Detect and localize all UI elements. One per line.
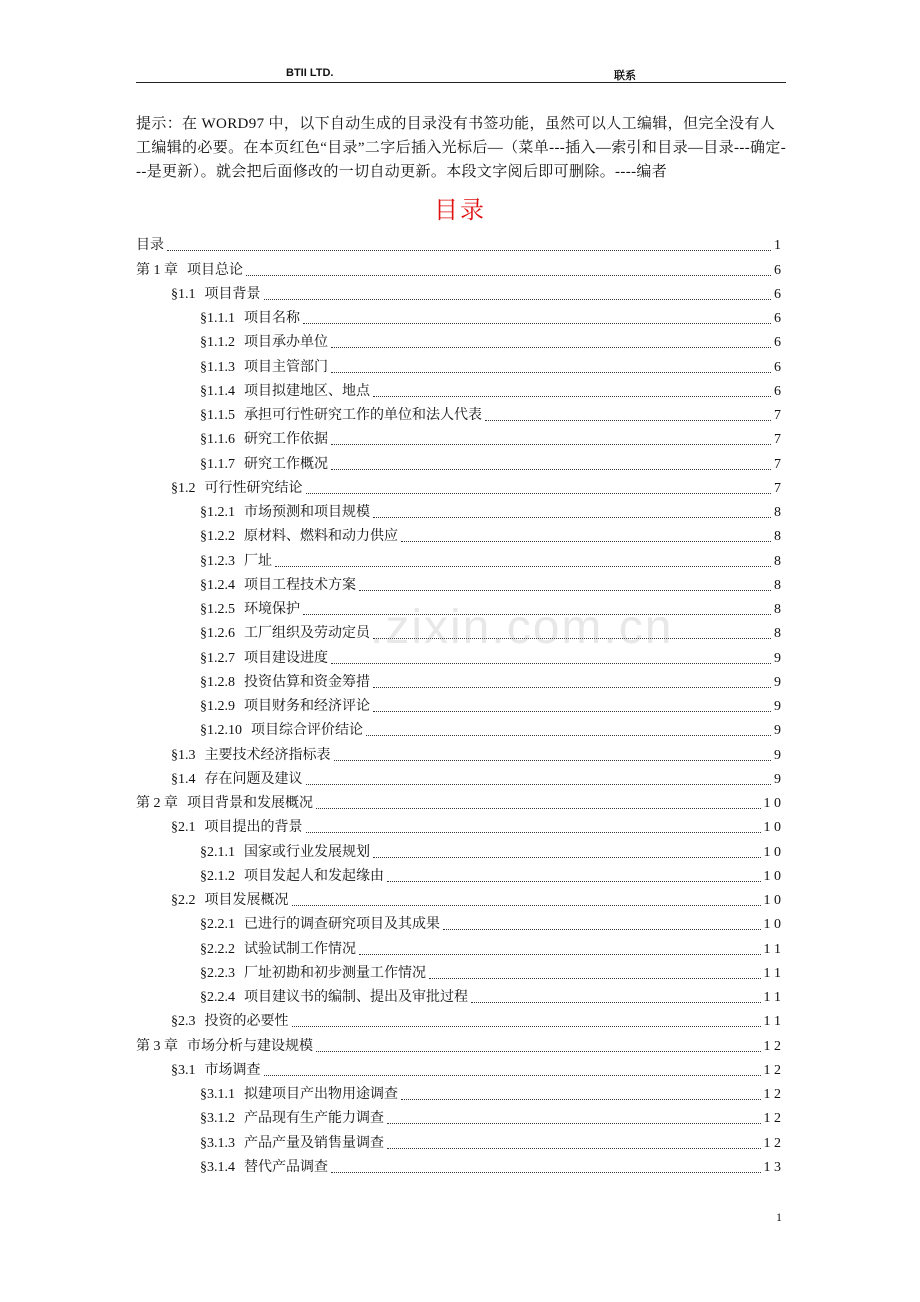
toc-entry-page: 9 [774, 674, 781, 690]
toc-entry[interactable] [136, 1106, 781, 1130]
toc-entry[interactable] [136, 961, 781, 985]
toc-entry[interactable] [136, 379, 781, 403]
page-header [136, 62, 786, 83]
toc-entry-page: 7 [774, 432, 781, 448]
toc-entry-page: 1 1 [763, 941, 781, 957]
toc-dot-leader [373, 687, 771, 688]
toc-entry-page: 9 [774, 771, 781, 787]
toc-entry-number: §1.1.2 [200, 335, 235, 351]
toc-entry-page: 8 [774, 529, 781, 545]
toc-entry-title: 产品现有生产能力调查 [244, 1111, 384, 1127]
toc-entry-number: §3.1.1 [200, 1087, 235, 1102]
toc-entry-number: §2.2.4 [200, 990, 235, 1005]
toc-entry[interactable] [136, 306, 781, 330]
toc-entry-number: §1.1.7 [200, 456, 235, 472]
toc-entry-title: 环境保护 [244, 602, 300, 617]
toc-dot-leader [264, 299, 772, 300]
toc-entry-number: §1.2 [171, 480, 196, 496]
toc-dot-leader [331, 347, 771, 348]
toc-entry-page: 1 1 [763, 1014, 781, 1030]
toc-entry-title: 替代产品调查 [244, 1159, 328, 1175]
toc-entry-title: 项目工程技术方案 [244, 577, 356, 593]
toc-entry-title: 项目提出的背景 [204, 820, 303, 836]
toc-entry[interactable] [136, 767, 781, 791]
toc-entry-title: 拟建项目产出物用途调查 [244, 1087, 398, 1102]
toc-entry-page: 1 1 [763, 965, 781, 981]
toc-dot-leader [485, 420, 771, 421]
toc-entry-number: §1.2.6 [200, 626, 235, 642]
editor-notice: 提示：在 WORD97 中，以下自动生成的目录没有书签功能，虽然可以人工编辑，但完全没有人工编辑的必要。在本页红色“目录”二字后插入光标后—（菜单---插入—索引和目录—目录---确定---是更新）。就会把后面修改的一切自动更新。本段文字阅后即可删除。----编者 [136, 116, 787, 180]
toc-entry-number: §1.1 [171, 286, 196, 302]
toc-entry[interactable] [136, 1033, 781, 1057]
toc-entry[interactable] [136, 936, 781, 960]
toc-dot-leader [306, 784, 772, 785]
toc-entry-title: 项目背景 [204, 286, 261, 302]
toc-dot-leader [167, 250, 771, 251]
toc-entry-title: 产品产量及销售量调查 [244, 1135, 384, 1151]
toc-dot-leader [429, 978, 761, 979]
toc-entry-number: §3.1 [171, 1062, 196, 1078]
toc-dot-leader [471, 1002, 761, 1003]
toc-entry-title: 项目建设进度 [244, 650, 328, 666]
toc-entry-page: 9 [774, 747, 781, 763]
toc-entry-title: 项目发展概况 [204, 893, 289, 908]
toc-entry-number: §1.1.3 [200, 359, 235, 375]
toc-entry-number: §1.1.6 [200, 432, 235, 448]
toc-entry-page: 8 [774, 505, 781, 520]
toc-entry-page: 1 0 [763, 844, 781, 860]
toc-entry-number: §3.1.3 [200, 1135, 235, 1151]
toc-entry-page: 6 [774, 286, 781, 302]
toc-dot-leader [331, 372, 771, 373]
toc-entry-page: 1 2 [763, 1111, 781, 1127]
toc-entry-page: 1 2 [763, 1038, 781, 1054]
toc-entry-number: §2.1.2 [200, 868, 235, 884]
toc-entry-number: §1.1.1 [200, 311, 235, 326]
toc-entry-number: §1.2.9 [200, 699, 235, 714]
toc-entry-number: §1.2.4 [200, 577, 235, 593]
toc-dot-leader [366, 735, 771, 736]
toc-entry-page: 1 2 [763, 1135, 781, 1151]
toc-entry-number: §1.2.10 [200, 723, 242, 739]
toc-entry[interactable] [136, 500, 781, 524]
toc-entry[interactable] [136, 524, 781, 548]
toc-entry-page: 1 2 [763, 1062, 781, 1078]
toc-entry-page: 1 0 [763, 820, 781, 836]
toc-dot-leader [373, 517, 771, 518]
toc-entry[interactable] [136, 573, 781, 597]
page-number: 1 [776, 1210, 782, 1224]
toc-dot-leader [373, 396, 771, 397]
toc-entry-number: §2.3 [171, 1014, 196, 1030]
toc-entry-title: 可行性研究结论 [204, 480, 303, 496]
toc-entry-number: §2.1.1 [200, 844, 235, 860]
toc-entry[interactable] [136, 548, 781, 572]
toc-entry[interactable] [136, 1130, 781, 1154]
toc-entry-number: §1.1.5 [200, 408, 235, 423]
toc-entry-title: 投资估算和资金筹措 [244, 674, 370, 690]
toc-title: 目录 [434, 198, 486, 224]
toc-entry-number: §3.1.4 [200, 1159, 235, 1175]
toc-entry-title: 原材料、燃料和动力供应 [244, 529, 398, 545]
table-of-contents [136, 233, 781, 1179]
toc-dot-leader [306, 493, 772, 494]
toc-entry-page: 6 [774, 262, 781, 278]
toc-entry-page: 8 [774, 602, 781, 617]
toc-entry[interactable] [136, 670, 781, 694]
toc-entry[interactable] [136, 451, 781, 475]
toc-entry[interactable] [136, 839, 781, 863]
toc-entry-page: 1 2 [763, 1087, 781, 1102]
toc-dot-leader [316, 808, 761, 809]
toc-entry-title: 市场分析与建设规模 [187, 1038, 313, 1054]
toc-entry-number: §1.2.7 [200, 650, 235, 666]
toc-entry-title: 项目名称 [244, 311, 300, 326]
toc-dot-leader [306, 832, 761, 833]
toc-dot-leader [359, 954, 761, 955]
toc-entry[interactable] [136, 694, 781, 718]
toc-dot-leader [246, 275, 771, 276]
toc-entry-page: 6 [774, 359, 781, 375]
toc-dot-leader [373, 857, 761, 858]
toc-entry[interactable] [136, 1155, 781, 1179]
toc-entry-page: 6 [774, 335, 781, 351]
toc-entry-title: 厂址初勘和初步测量工作情况 [244, 965, 426, 981]
toc-entry-number: §1.2.5 [200, 602, 235, 617]
toc-entry-page: 7 [774, 408, 781, 423]
toc-dot-leader [387, 1148, 761, 1149]
toc-dot-leader [331, 469, 771, 470]
toc-entry-page: 7 [774, 456, 781, 472]
toc-entry-page: 7 [774, 480, 781, 496]
toc-entry[interactable] [136, 354, 781, 378]
toc-dot-leader [443, 929, 761, 930]
toc-dot-leader [292, 905, 761, 906]
toc-entry-title: 厂址 [244, 553, 272, 569]
toc-entry[interactable] [136, 476, 781, 500]
toc-entry-number: §1.1.4 [200, 383, 235, 399]
toc-entry[interactable] [136, 257, 781, 281]
toc-dot-leader [373, 711, 771, 712]
toc-entry-number: §1.2.2 [200, 529, 235, 545]
toc-entry[interactable] [136, 403, 781, 427]
toc-entry-title: 试验试制工作情况 [244, 941, 356, 957]
toc-entry-page: 9 [774, 723, 781, 739]
toc-entry-title: 研究工作概况 [244, 456, 328, 472]
toc-dot-leader [292, 1026, 761, 1027]
toc-entry-page: 1 0 [763, 868, 781, 884]
toc-entry-title: 投资的必要性 [204, 1014, 289, 1030]
toc-entry[interactable] [136, 791, 781, 815]
watermark: .zixin.com.cn [370, 601, 674, 654]
toc-entry[interactable] [136, 742, 781, 766]
toc-entry-title: 国家或行业发展规划 [244, 844, 370, 860]
toc-dot-leader [334, 760, 772, 761]
toc-dot-leader [387, 881, 761, 882]
toc-entry-number: §2.2.3 [200, 965, 235, 981]
toc-entry-number: §1.2.8 [200, 674, 235, 690]
toc-entry-number: §1.4 [171, 771, 196, 787]
toc-entry[interactable] [136, 815, 781, 839]
toc-entry[interactable] [136, 1082, 781, 1106]
toc-entry-page: 8 [774, 626, 781, 642]
toc-entry-number: §2.2 [171, 893, 196, 908]
toc-entry[interactable] [136, 864, 781, 888]
toc-dot-leader [316, 1051, 761, 1052]
toc-entry-number: §2.2.2 [200, 941, 235, 957]
toc-entry-page: 8 [774, 553, 781, 569]
toc-entry-number: §1.2.1 [200, 505, 235, 520]
toc-entry[interactable] [136, 1058, 781, 1082]
toc-dot-leader [331, 444, 771, 445]
toc-entry-page: 9 [774, 699, 781, 714]
toc-entry-title: 目录 [136, 238, 164, 254]
toc-dot-leader [401, 541, 771, 542]
toc-entry[interactable] [136, 1009, 781, 1033]
toc-entry-number: 第 2 章 [136, 796, 178, 811]
toc-entry-page: 6 [774, 311, 781, 326]
toc-entry-page: 1 0 [763, 796, 781, 811]
toc-entry-page: 1 [774, 238, 781, 254]
toc-entry-number: 第 1 章 [136, 262, 178, 278]
toc-entry-title: 存在问题及建议 [204, 771, 303, 787]
toc-dot-leader [331, 663, 771, 664]
toc-entry[interactable] [136, 330, 781, 354]
toc-entry-page: 1 3 [763, 1159, 781, 1175]
toc-entry-title: 项目财务和经济评论 [244, 699, 370, 714]
toc-dot-leader [303, 323, 771, 324]
toc-entry-page: 6 [774, 383, 781, 399]
toc-entry-page: 1 0 [763, 893, 781, 908]
toc-entry-title: 研究工作依据 [244, 432, 328, 448]
toc-entry[interactable] [136, 888, 781, 912]
toc-entry-title: 项目综合评价结论 [251, 723, 363, 739]
toc-entry[interactable] [136, 912, 781, 936]
toc-entry-title: 市场调查 [204, 1062, 261, 1078]
toc-entry-title: 主要技术经济指标表 [204, 747, 331, 763]
toc-entry-page: 1 0 [763, 917, 781, 933]
toc-entry-page: 1 1 [763, 990, 781, 1005]
toc-dot-leader [401, 1099, 761, 1100]
header-company: BTII LTD. [286, 67, 334, 79]
toc-entry-title: 项目发起人和发起缘由 [244, 868, 384, 884]
toc-entry[interactable] [136, 427, 781, 451]
toc-entry-title: 工厂组织及劳动定员 [244, 626, 370, 642]
toc-entry-page: 8 [774, 577, 781, 593]
toc-entry-title: 项目背景和发展概况 [187, 796, 313, 811]
toc-entry-page: 9 [774, 650, 781, 666]
toc-entry-title: 市场预测和项目规模 [244, 505, 370, 520]
toc-dot-leader [387, 1123, 761, 1124]
toc-entry[interactable] [136, 282, 781, 306]
toc-entry-number: §2.1 [171, 820, 196, 836]
toc-entry-number: §3.1.2 [200, 1111, 235, 1127]
toc-entry-title: 已进行的调查研究项目及其成果 [244, 917, 440, 933]
toc-entry-title: 项目拟建地区、地点 [244, 383, 370, 399]
toc-dot-leader [359, 590, 771, 591]
toc-dot-leader [275, 566, 771, 567]
toc-dot-leader [264, 1075, 761, 1076]
toc-entry-number: §2.2.1 [200, 917, 235, 933]
toc-dot-leader [331, 1172, 761, 1173]
toc-entry-title: 项目总论 [187, 262, 243, 278]
toc-entry-title: 承担可行性研究工作的单位和法人代表 [244, 408, 482, 423]
header-contact: 联系 [614, 70, 636, 82]
toc-entry[interactable] [136, 233, 781, 257]
toc-entry-title: 项目建议书的编制、提出及审批过程 [244, 990, 468, 1005]
toc-entry-number: §1.2.3 [200, 553, 235, 569]
toc-entry[interactable] [136, 718, 781, 742]
toc-entry-title: 项目承办单位 [244, 335, 328, 351]
toc-entry-number: §1.3 [171, 747, 196, 763]
toc-entry-number: 第 3 章 [136, 1038, 178, 1054]
toc-entry-title: 项目主管部门 [244, 359, 328, 375]
toc-entry[interactable] [136, 985, 781, 1009]
